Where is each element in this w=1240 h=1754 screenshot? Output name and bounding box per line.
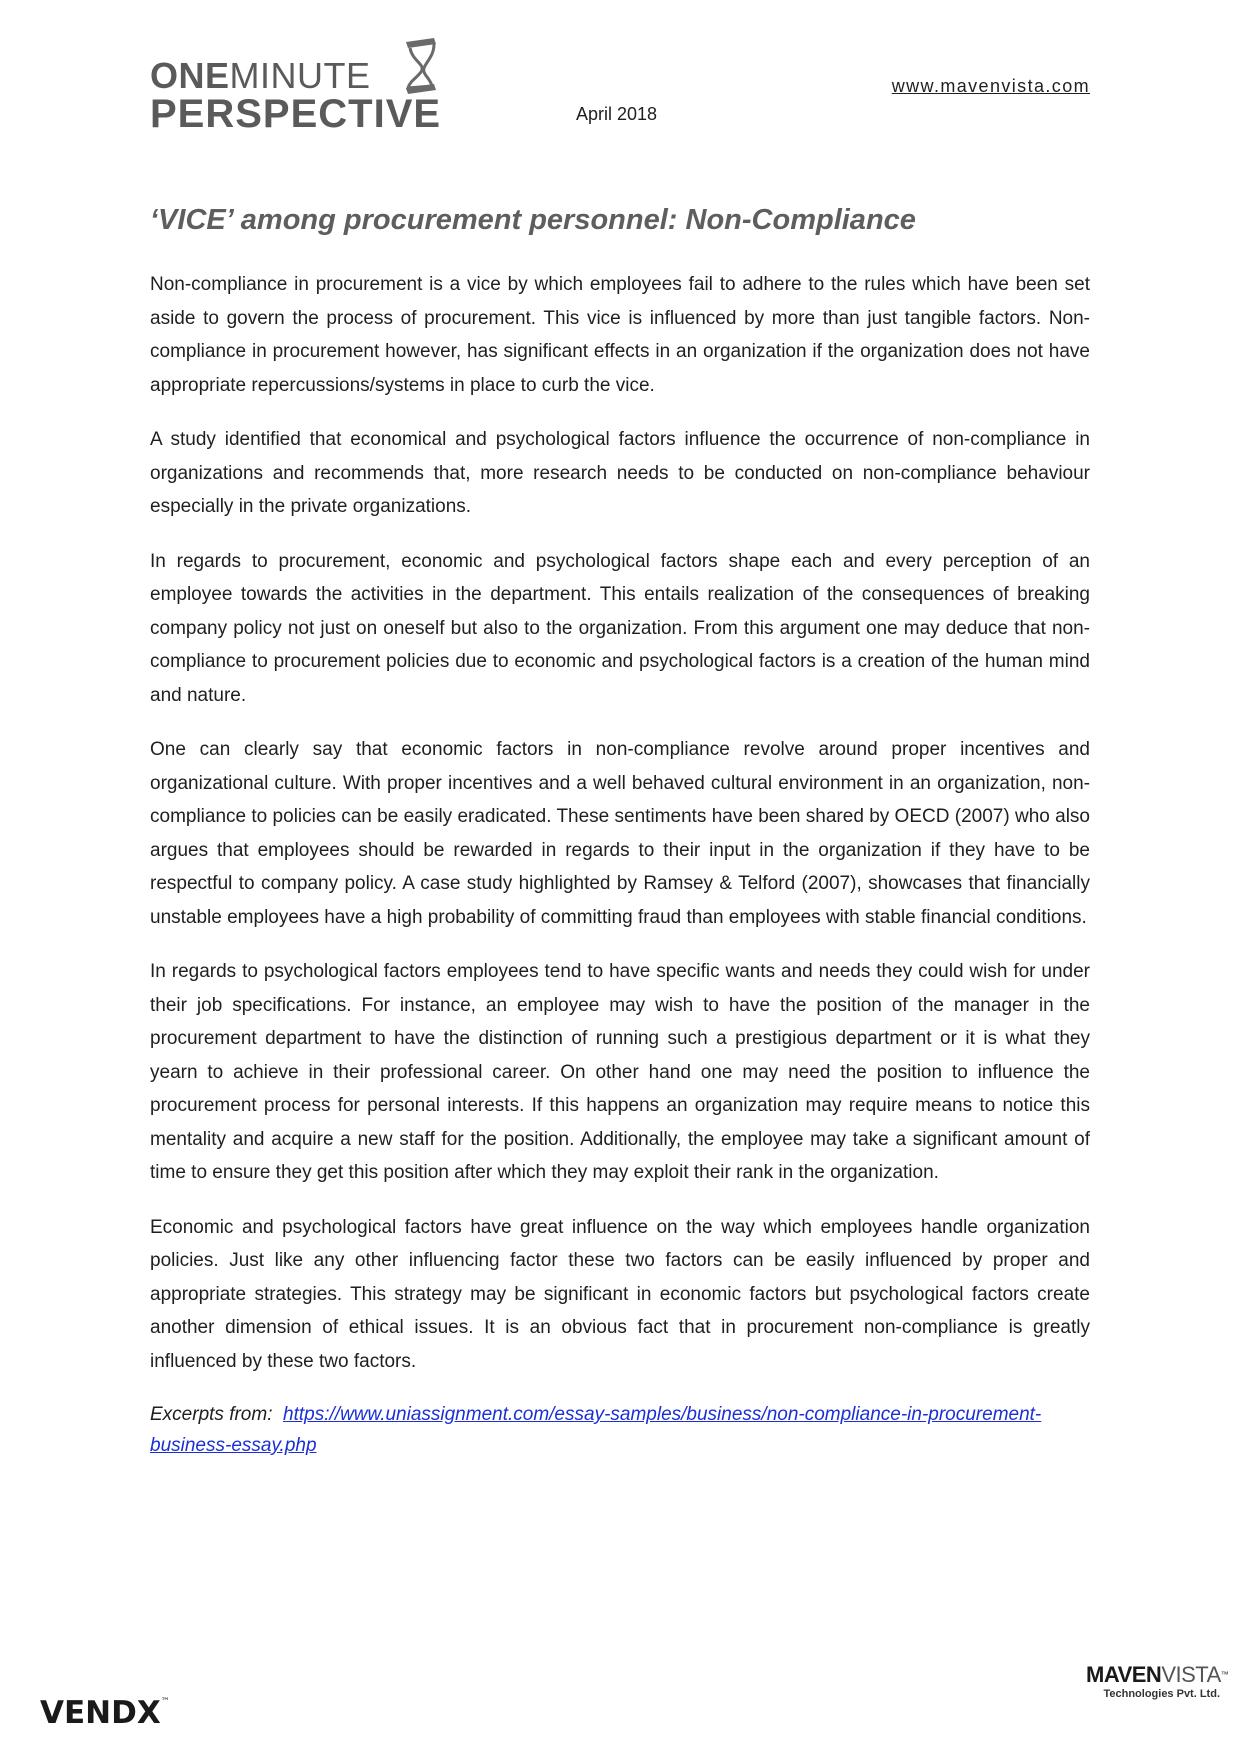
paragraph-2: A study identified that economical and psychological factors influence the occurrence of non-compliance in organizations and recommends that, more research needs to be conducted on non-compliance behaviour especially in the private organizations. xyxy=(150,429,1090,517)
issue-date: April 2018 xyxy=(576,104,658,124)
vendx-logo xyxy=(40,1695,170,1731)
logo-line-2: PERSPECTIVE xyxy=(150,92,442,136)
mavenvista-logo-text: MAVENVISTA™ xyxy=(1086,1662,1229,1687)
hourglass-icon xyxy=(396,36,444,94)
article-title: ‘VICE’ among procurement personnel: Non-Compliance xyxy=(150,204,916,236)
vendx-trademark: ™ xyxy=(160,1697,170,1707)
website-link[interactable]: www.mavenvista.com xyxy=(891,76,1090,96)
excerpt-source xyxy=(150,1399,1090,1461)
paragraph-1: Non-compliance in procurement is a vice by which employees fail to adhere to the rules which have been set aside to govern the process of procurement. This vice is influenced by more than just tangible factors. Non-compliance in procurement however, has significant effects in an organization if the organization does not have appropriate repercussions/systems in place to curb the vice. xyxy=(150,274,1090,396)
excerpt-link[interactable]: https://www.uniassignment.com/essay-samples/business/non-compliance-in-procurement-business-essay.php xyxy=(150,1404,1042,1456)
mavenvista-subtitle: Technologies Pvt. Ltd. xyxy=(1103,1688,1220,1700)
vendx-logo-text: VENDX xyxy=(40,1695,161,1731)
paragraph-6: Economic and psychological factors have great influence on the way which employees handle organization policies. Just like any other influencing factor these two factors can be easily influenced by proper and appropriate strategies. This strategy may be significant in economic factors but psychological factors create another dimension of ethical issues. It is an obvious fact that in procurement non-compliance is greatly influenced by these two factors. xyxy=(150,1216,1090,1372)
article-body xyxy=(150,268,1090,1461)
excerpt-label: Excerpts from: xyxy=(150,1404,273,1425)
paragraph-5: In regards to psychological factors employees tend to have specific wants and needs they could wish for under their job specifications. For instance, an employee may wish to have the position of the manager in the procurement department to have the distinction of running such a prestigious department or it is what they yearn to achieve in their professional career. On other hand one may need the position to influence the procurement process for personal interests. If this happens an organization may require means to notice this mentality and acquire a new staff for the position. Additionally, the employee may take a significant amount of time to ensure they get this position after which they may exploit their rank in the organization. xyxy=(150,961,1090,1183)
mavenvista-logo xyxy=(1086,1662,1229,1700)
one-minute-perspective-logo xyxy=(150,36,450,136)
logo-line-1: ONEMINUTE xyxy=(150,55,371,96)
paragraph-4: One can clearly say that economic factors in non-compliance revolve around proper incentives and organizational culture. With proper incentives and a well behaved cultural environment in an organization, non-compliance to policies can be easily eradicated. These sentiments have been shared by OECD (2007) who also argues that employees should be rewarded in regards to their input in the organization if they have to be respectful to company policy. A case study highlighted by Ramsey & Telford (2007), showcases that financially unstable employees have a high probability of committing fraud than employees with stable financial conditions. xyxy=(150,739,1090,928)
paragraph-3: In regards to procurement, economic and psychological factors shape each and every perception of an employee towards the activities in the department. This entails realization of the consequences of breaking company policy not just on oneself but also to the organization. From this argument one may deduce that non-compliance to procurement policies due to economic and psychological factors is a creation of the human mind and nature. xyxy=(150,550,1090,706)
